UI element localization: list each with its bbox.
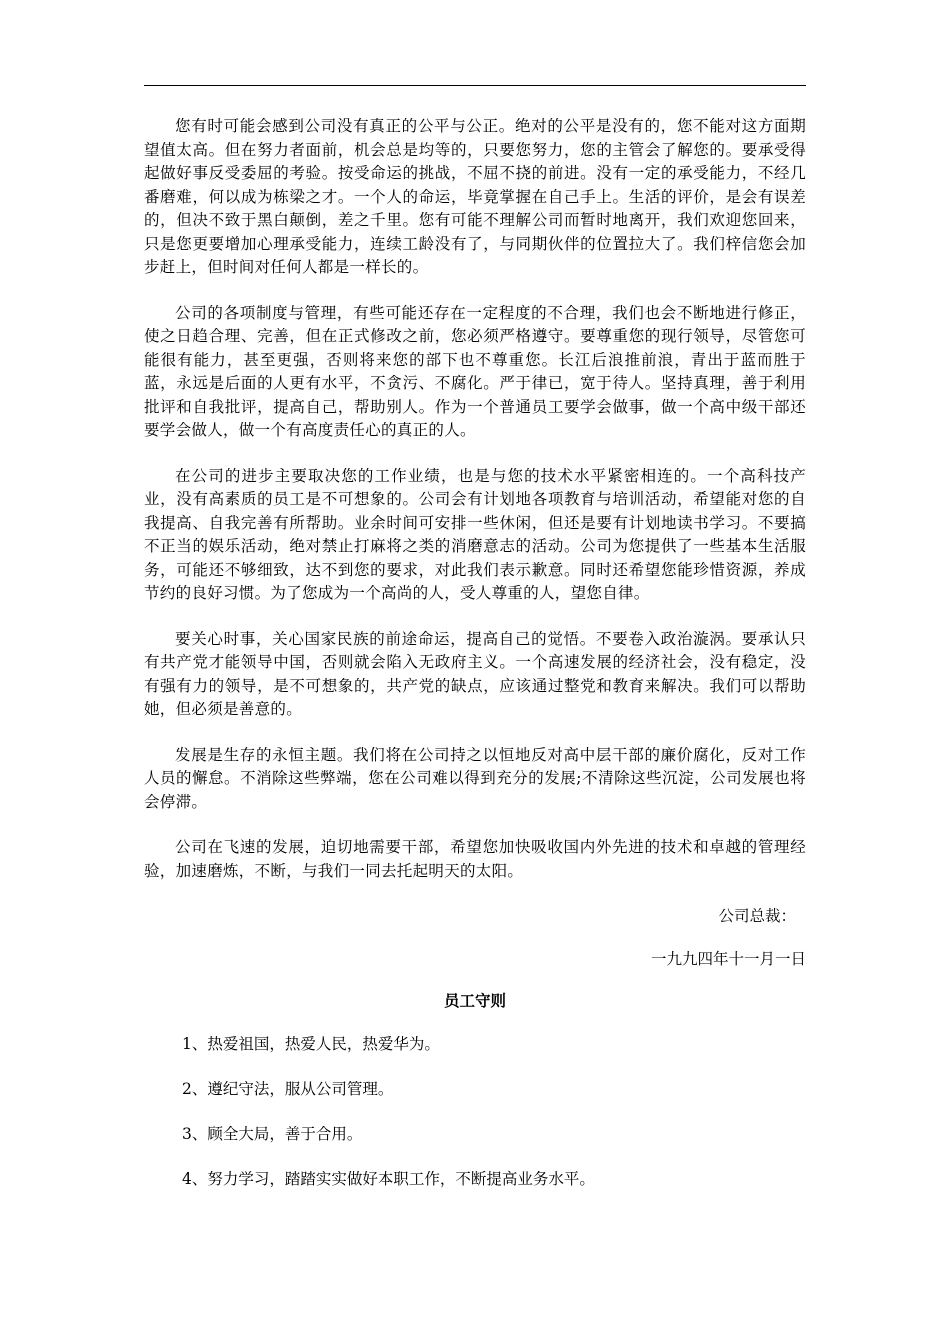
letter-paragraph-1: 您有时可能会感到公司没有真正的公平与公正。绝对的公平是没有的，您不能对这方面期望值太高。但在努力者面前，机会总是均等的，只要您努力，您的主管会了解您的。要承受得起做好事反受委屈的考验。按受命运的挑战，不屈不挠的前进。没有一定的承受能力，不经几番磨难，何以成为栋梁之才。一个人的命运，毕竟掌握在自己手上。生活的评价，是会有误差的，但决不致于黑白颠倒，差之千里。您有可能不理解公司而暂时地离开，我们欢迎您回来，只是您更要增加心理承受能力，连续工龄没有了，与同期伙伴的位置拉大了。我们梓信您会加步赶上，但时间对任何人都是一样长的。 — [144, 117, 806, 276]
rules-title: 员工守则 — [443, 992, 506, 1010]
rule-item-4: 4、努力学习，踏踏实实做好本职工作，不断提高业务水平。 — [182, 1169, 595, 1188]
letter-paragraph-2: 公司的各项制度与管理，有些可能还存在一定程度的不合理，我们也会不断地进行修正，使之日趋合理、完善，但在正式修改之前，您必须严格遵守。要尊重您的现行领导，尽管您可能很有能力，甚至更强，否则将来您的部下也不尊重您。长江后浪推前浪，青出于蓝而胜于蓝，永远是后面的人更有水平，不贪污、不腐化。严于律已，宽于待人。坚持真理，善于利用批评和自我批评，提高自己，帮助别人。作为一个普通员工要学会做事，做一个高中级干部还要学会做人，做一个有高度责任心的真正的人。 — [144, 303, 806, 439]
letter-paragraph-4: 要关心时事，关心国家民族的前途命运，提高自己的觉悟。不要卷入政治漩涡。要承认只有共产党才能领导中国，否则就会陷入无政府主义。一个高速发展的经济社会，没有稳定，没有强有力的领导，是不可想象的，共产党的缺点，应该通过整党和教育来解决。我们可以帮助她，但必须是善意的。 — [144, 629, 806, 718]
letter-paragraph-3: 在公司的进步主要取决您的工作业绩，也是与您的技术水平紧密相连的。一个高科技产业，没有高素质的员工是不可想象的。公司会有计划地各项教育与培训活动，希望能对您的自我提高、自我完善有所帮助。业余时间可安排一些休闲，但还是要有计划地读书学习。不要搞不正当的娱乐活动，绝对禁止打麻将之类的消磨意志的活动。公司为您提供了一些基本生活服务，可能还不够细致，达不到您的要求，对此我们表示歉意。同时还希望您能珍惜资源，养成节约的良好习惯。为了您成为一个高尚的人，受人尊重的人，望您自律。 — [144, 466, 806, 602]
rule-item-2: 2、遵纪守法，服从公司管理。 — [182, 1079, 394, 1098]
letter-paragraph-6: 公司在飞速的发展，迫切地需要干部，希望您加快吸收国内外先进的技术和卓越的管理经验，加速磨炼，不断，与我们一同去托起明天的太阳。 — [144, 838, 806, 880]
date-line: 一九九四年十一月一日 — [650, 949, 806, 968]
rule-item-1: 1、热爱祖国，热爱人民，热爱华为。 — [182, 1034, 440, 1053]
document-body — [144, 115, 806, 1213]
signer-line: 公司总裁： — [718, 907, 796, 925]
letter-paragraph-5: 发展是生存的永恒主题。我们将在公司持之以恒地反对高中层干部的廉价腐化，反对工作人员的懈怠。不消除这些弊端，您在公司难以得到充分的发展;不清除这些沉淀，公司发展也将会停滞。 — [144, 745, 806, 811]
header-rule — [144, 85, 806, 86]
rule-item-3: 3、顾全大局，善于合用。 — [182, 1124, 363, 1143]
